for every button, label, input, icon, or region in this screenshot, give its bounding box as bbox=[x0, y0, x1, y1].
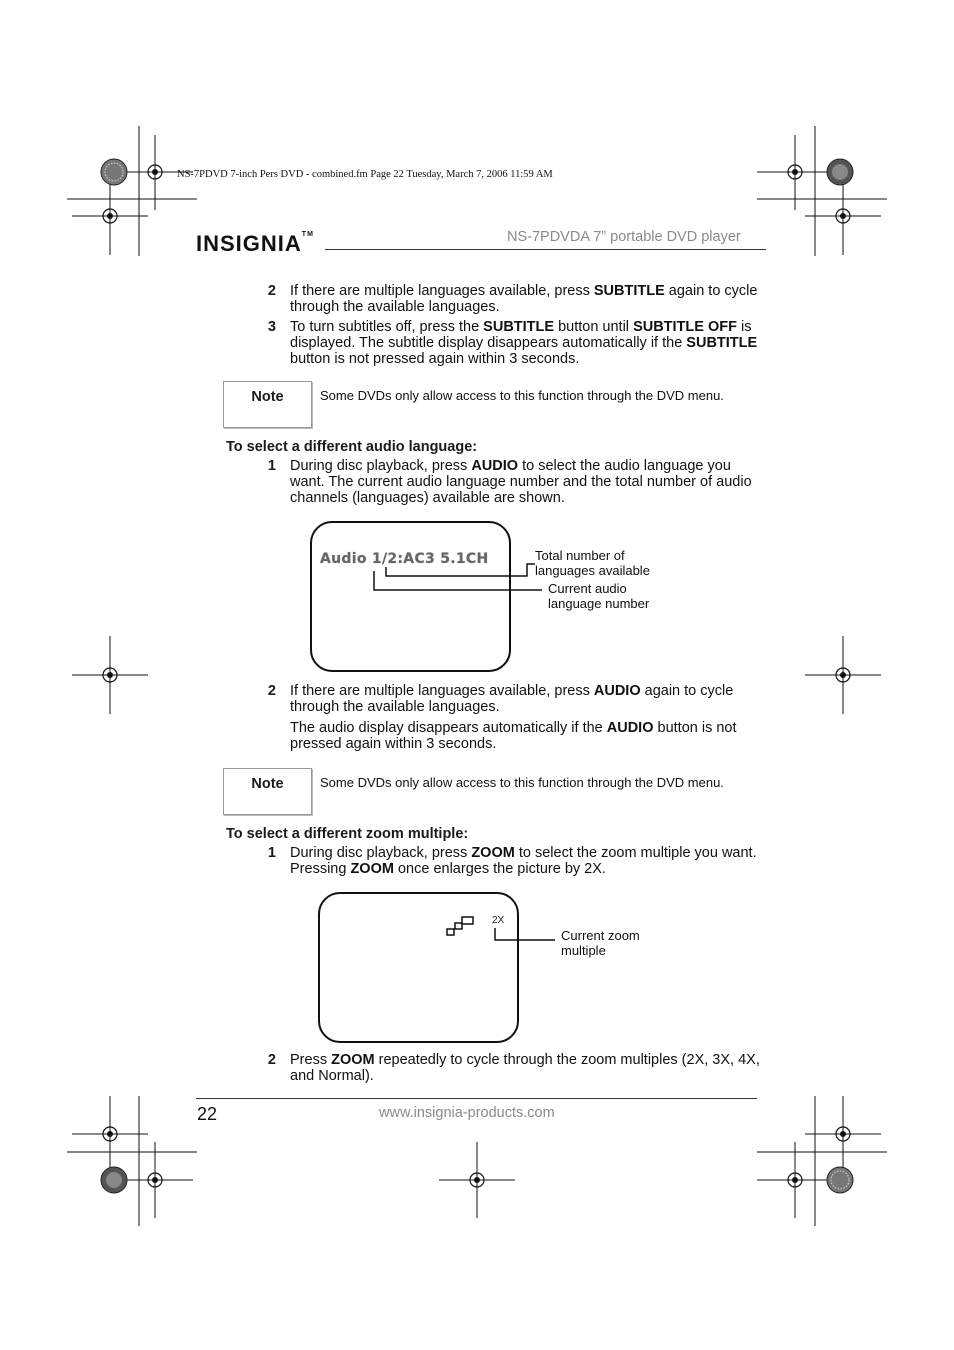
zoom-section-heading: To select a different zoom multiple: bbox=[226, 826, 469, 842]
zoom-step-2-text bbox=[290, 1052, 760, 1084]
bold-term: ZOOM bbox=[331, 1052, 375, 1068]
audio-step-1-text bbox=[290, 458, 760, 506]
text-run: button is not pressed again within 3 seconds. bbox=[290, 351, 580, 367]
step-number: 2 bbox=[267, 1052, 276, 1068]
text-run: button is not pressed again within 3 seconds. bbox=[290, 720, 737, 752]
callout-total-languages bbox=[535, 548, 650, 578]
audio-osd-text: Audio 1/2:AC3 5.1CH bbox=[320, 551, 489, 567]
bold-term: SUBTITLE OFF bbox=[633, 319, 737, 335]
zoom-icon bbox=[445, 915, 477, 939]
bold-term: ZOOM bbox=[350, 861, 394, 877]
step-number: 3 bbox=[267, 319, 276, 335]
text-run: During disc playback, press bbox=[290, 458, 472, 474]
audio-section-heading: To select a different audio language: bbox=[226, 439, 478, 455]
insignia-logo bbox=[196, 231, 314, 257]
zoom-step-1-text bbox=[290, 845, 760, 877]
text-run: once enlarges the picture by 2X. bbox=[393, 861, 606, 877]
bold-term: AUDIO bbox=[593, 683, 641, 699]
logo-text: INSIGNIA bbox=[196, 231, 302, 256]
audio-osd-screen bbox=[310, 521, 511, 672]
print-job-info: NS-7PDVD 7-inch Pers DVD - combined.fm Page 22 Tuesday, March 7, 2006 11:59 AM bbox=[177, 169, 553, 180]
note-text: Some DVDs only allow access to this function through the DVD menu. bbox=[320, 388, 724, 403]
text-run: button until bbox=[554, 319, 634, 335]
text-run: to select the audio language you want. The current audio language number and the total number of audio channels (languages) available are shown. bbox=[290, 458, 752, 506]
note-text: Some DVDs only allow access to this function through the DVD menu. bbox=[320, 775, 724, 790]
text-run: again to cycle through the available languages. bbox=[290, 283, 758, 315]
bold-term: ZOOM bbox=[471, 845, 515, 861]
audio-step-2-followup bbox=[290, 720, 760, 752]
step-number: 1 bbox=[267, 458, 276, 474]
audio-callout-lines bbox=[370, 560, 560, 592]
header-rule bbox=[325, 249, 766, 250]
text-run: to select the zoom multiple you want. Pressing bbox=[290, 845, 757, 877]
bold-term: AUDIO bbox=[606, 720, 654, 736]
header-product-title: NS-7PDVDA 7” portable DVD player bbox=[507, 229, 741, 245]
bold-term: SUBTITLE bbox=[483, 319, 555, 335]
text-run: If there are multiple languages available, press bbox=[290, 283, 594, 299]
step-number: 2 bbox=[267, 283, 276, 299]
bold-term: SUBTITLE bbox=[593, 283, 665, 299]
note-label: Note bbox=[251, 389, 284, 405]
text-run: During disc playback, press bbox=[290, 845, 472, 861]
bold-term: AUDIO bbox=[471, 458, 519, 474]
text-run: Press bbox=[290, 1052, 332, 1068]
audio-step-2-text bbox=[290, 683, 760, 715]
callout-line: language number bbox=[548, 596, 650, 611]
text-run: is displayed. The subtitle display disappears automatically if the bbox=[290, 319, 752, 351]
callout-current-zoom bbox=[561, 928, 640, 958]
page-number: 22 bbox=[197, 1104, 218, 1124]
callout-current-language bbox=[548, 581, 649, 611]
callout-line: languages available bbox=[535, 563, 650, 578]
subtitle-step-3-text bbox=[290, 319, 760, 367]
zoom-osd-value: 2X bbox=[492, 915, 505, 926]
note-label-box bbox=[223, 768, 312, 815]
subtitle-step-2-text bbox=[290, 283, 760, 315]
text-run: repeatedly to cycle through the zoom multiples (2X, 3X, 4X, and Normal). bbox=[290, 1052, 760, 1084]
step-number: 1 bbox=[267, 845, 276, 861]
callout-line: multiple bbox=[561, 943, 606, 958]
bold-term: SUBTITLE bbox=[686, 335, 758, 351]
callout-line: Current audio bbox=[548, 581, 627, 596]
step-number: 2 bbox=[267, 683, 276, 699]
callout-line: Total number of bbox=[535, 548, 625, 563]
callout-line: Current zoom bbox=[561, 928, 640, 943]
footer-rule bbox=[196, 1098, 757, 1099]
text-run: To turn subtitles off, press the bbox=[290, 319, 484, 335]
text-run: The audio display disappears automatically if the bbox=[290, 720, 607, 736]
zoom-callout-line bbox=[490, 925, 560, 945]
note-label: Note bbox=[251, 776, 284, 792]
logo-trademark: TM bbox=[301, 231, 314, 238]
text-run: again to cycle through the available languages. bbox=[290, 683, 734, 715]
text-run: If there are multiple languages available, press bbox=[290, 683, 594, 699]
zoom-osd-screen bbox=[318, 892, 519, 1043]
note-label-box bbox=[223, 381, 312, 428]
footer-url: www.insignia-products.com bbox=[379, 1105, 555, 1121]
